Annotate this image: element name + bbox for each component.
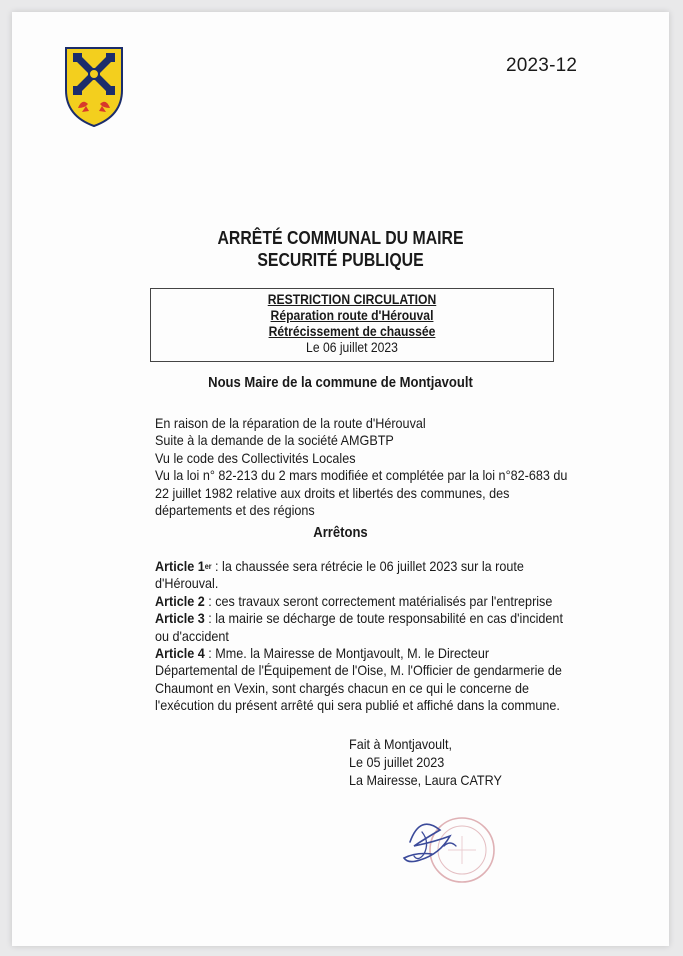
subject-box [150,288,554,362]
article-1 [155,558,542,575]
signoff-signer: La Mairesse, Laura CATRY [349,772,502,788]
recital-line: En raison de la réparation de la route d'Hérouval [155,415,426,431]
recital-line: 22 juillet 1982 relative aux droits et libertés des communes, des [155,484,510,501]
article-4-continuation: Chaumont en Vexin, sont chargés chacun en ce qui le concerne de [155,679,530,696]
article-1-label: Article 1 [155,558,205,574]
signoff-block [349,735,519,789]
recital-line: Vu la loi n° 82-213 du 2 mars modifiée et complétée par la loi n°82-683 du [155,467,568,484]
article-2-text: : ces travaux seront correctement matérialisés par l'entreprise [204,592,553,609]
recitals-block [155,415,585,519]
recital-line: Vu le code des Collectivités Locales [155,449,356,466]
subject-line-restriction: RESTRICTION CIRCULATION [267,292,437,307]
signature-and-stamp [392,802,502,892]
document-page [12,12,669,946]
article-4-text: : Mme. la Mairesse de Montjavoult, M. le Directeur [204,645,490,662]
article-4-label: Article 4 [155,645,205,662]
article-4-continuation: Départemental de l'Équipement de l'Oise, M. l'Officier de gendarmerie de [155,662,562,679]
recital-line: Suite à la demande de la société AMGBTP [155,432,394,449]
article-4 [155,645,542,662]
articles-block [155,558,585,715]
subject-date: Le 06 juillet 2023 [306,340,398,355]
coat-of-arms-logo [64,46,124,128]
article-3 [155,610,563,627]
signoff-date: Le 05 juillet 2023 [349,754,445,770]
article-2-label: Article 2 [155,592,205,609]
article-1-continuation: d'Hérouval. [155,575,219,592]
decision-heading: Arrêtons [313,525,368,541]
article-2 [155,592,553,610]
decree-reference-number: 2023-12 [506,55,578,76]
recital-line: départements et des régions [155,502,315,519]
subject-line-repair: Réparation route d'Hérouval [270,308,434,323]
article-3-continuation: ou d'accident [155,627,229,644]
article-4-continuation: l'exécution du présent arrêté qui sera publié et affiché dans la commune. [155,697,560,714]
document-title: ARRÊTÉ COMMUNAL DU MAIRE [217,228,464,248]
mayor-intro: Nous Maire de la commune de Montjavoult [208,375,473,391]
article-1-ordinal: er [204,562,212,571]
document-subtitle: SECURITÉ PUBLIQUE [257,250,424,270]
article-3-text: : la mairie se décharge de toute responsabilité en cas d'incident [204,610,563,627]
subject-line-narrowing: Rétrécissement de chaussée [268,324,436,339]
article-1-text: : la chaussée sera rétrécie le 06 juillet 2023 sur la route [211,558,524,574]
article-3-label: Article 3 [155,610,205,627]
signoff-place: Fait à Montjavoult, [349,736,452,752]
